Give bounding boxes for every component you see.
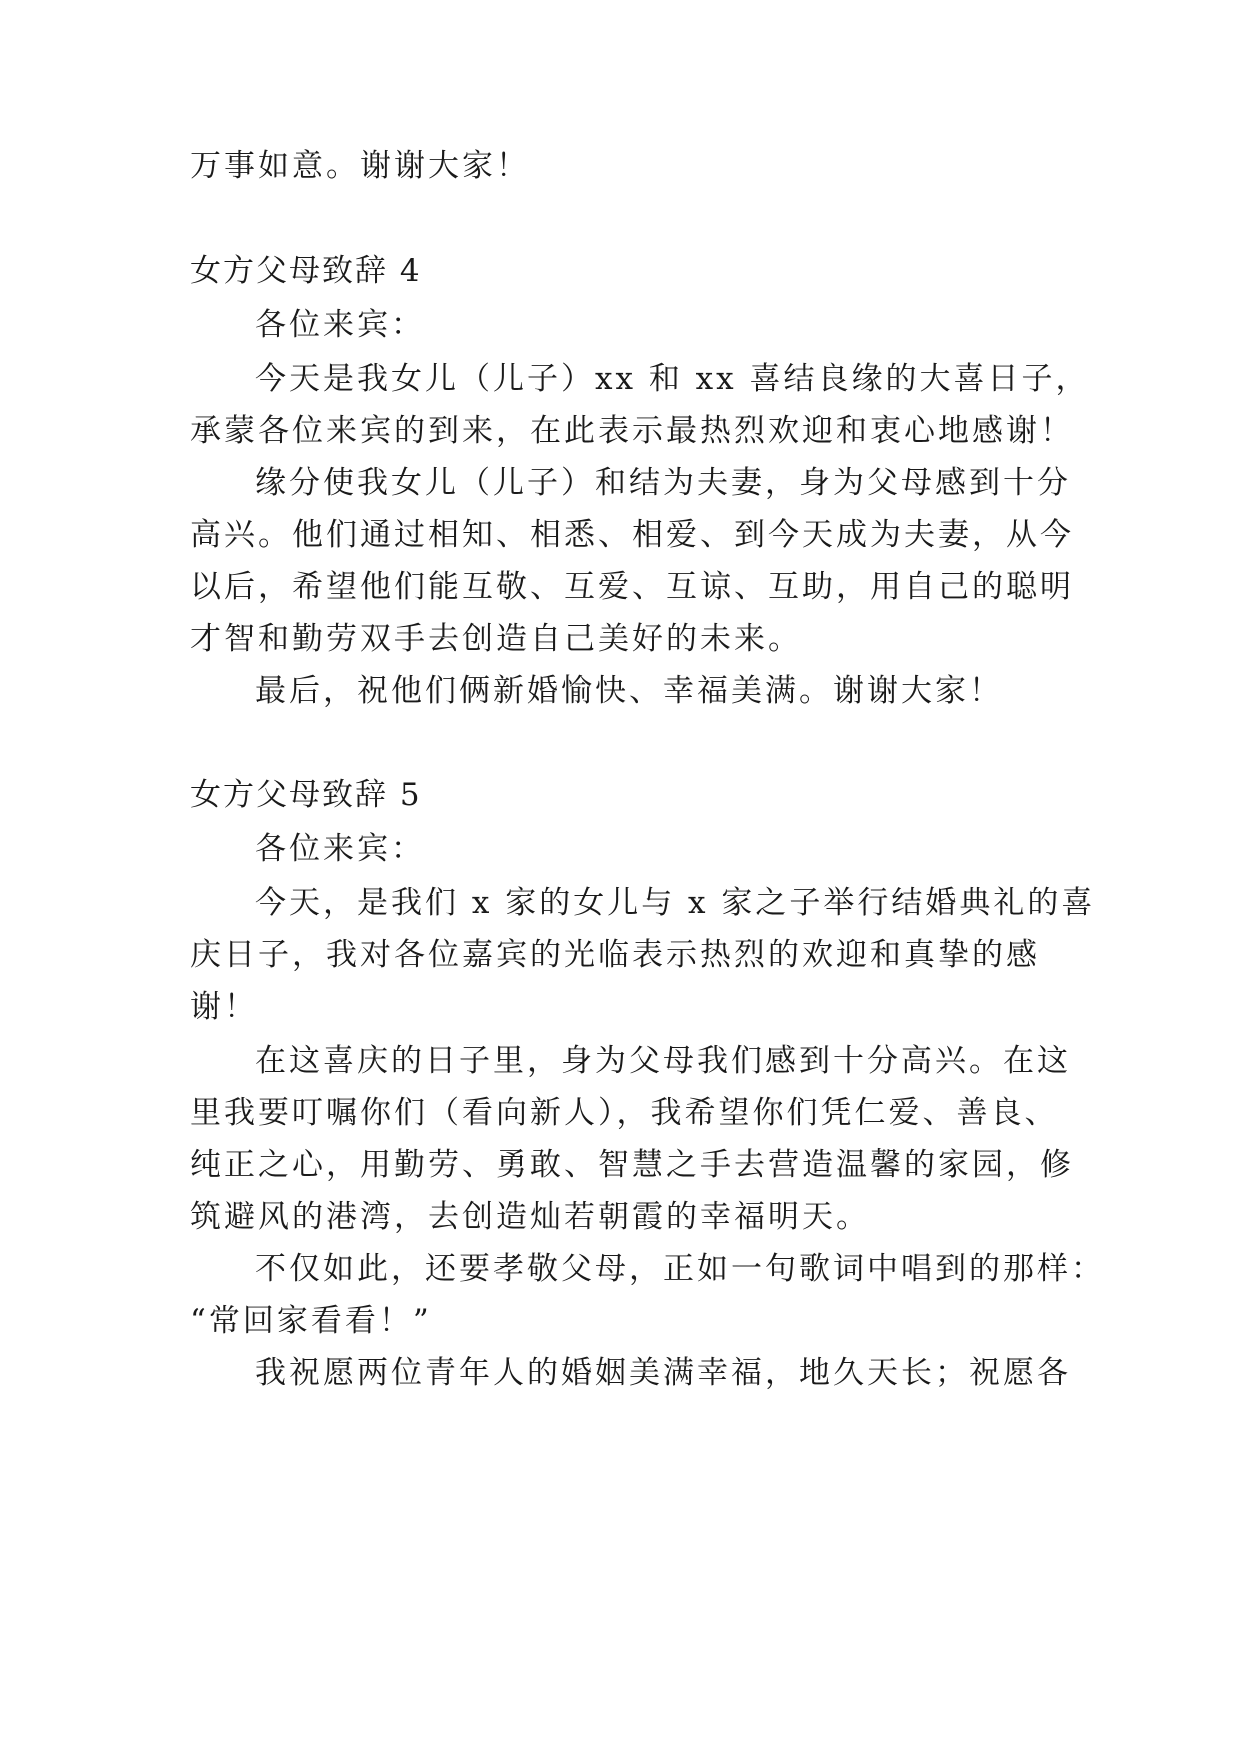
section-5-paragraph-2-line-4: 筑避风的港湾，去创造灿若朝霞的幸福明天。 bbox=[190, 1199, 870, 1235]
section-5-salutation: 各位来宾： bbox=[255, 831, 425, 867]
section-5-paragraph-1-line-3: 谢！ bbox=[190, 989, 258, 1025]
section-5-paragraph-3-line-2: “常回家看看！” bbox=[190, 1303, 432, 1339]
section-5-paragraph-2-line-3: 纯正之心，用勤劳、勇敢、智慧之手去营造温馨的家园，修 bbox=[190, 1147, 1074, 1183]
section-5-paragraph-3-line-1: 不仅如此，还要孝敬父母，正如一句歌词中唱到的那样： bbox=[255, 1251, 1105, 1287]
section-4-paragraph-1-line-1: 今天是我女儿（儿子）xx 和 xx 喜结良缘的大喜日子， bbox=[255, 361, 1090, 397]
section-5-paragraph-2-line-1: 在这喜庆的日子里，身为父母我们感到十分高兴。在这 bbox=[255, 1043, 1071, 1079]
section-4-heading: 女方父母致辞 4 bbox=[190, 253, 422, 289]
section-4-paragraph-2-line-3: 以后，希望他们能互敬、互爱、互谅、互助，用自己的聪明 bbox=[190, 569, 1074, 605]
section-5-paragraph-2-line-2: 里我要叮嘱你们（看向新人），我希望你们凭仁爱、善良、 bbox=[190, 1095, 1059, 1131]
section-4-paragraph-2-line-2: 高兴。他们通过相知、相悉、相爱、到今天成为夫妻，从今 bbox=[190, 517, 1074, 553]
section-4-paragraph-2-line-4: 才智和勤劳双手去创造自己美好的未来。 bbox=[190, 621, 802, 657]
closing-line: 万事如意。谢谢大家！ bbox=[190, 148, 530, 184]
section-5-paragraph-4-line-1: 我祝愿两位青年人的婚姻美满幸福，地久天长；祝愿各 bbox=[255, 1355, 1071, 1391]
section-4-paragraph-1-line-2: 承蒙各位来宾的到来，在此表示最热烈欢迎和衷心地感谢！ bbox=[190, 413, 1074, 449]
section-5-paragraph-1-line-2: 庆日子，我对各位嘉宾的光临表示热烈的欢迎和真挚的感 bbox=[190, 937, 1040, 973]
section-4-salutation: 各位来宾： bbox=[255, 307, 425, 343]
section-5-heading: 女方父母致辞 5 bbox=[190, 777, 422, 813]
section-4-paragraph-3-line-1: 最后，祝他们俩新婚愉快、幸福美满。谢谢大家！ bbox=[255, 673, 1003, 709]
section-5-paragraph-1-line-1: 今天，是我们 x 家的女儿与 x 家之子举行结婚典礼的喜 bbox=[255, 885, 1096, 921]
section-4-paragraph-2-line-1: 缘分使我女儿（儿子）和结为夫妻，身为父母感到十分 bbox=[255, 465, 1071, 501]
